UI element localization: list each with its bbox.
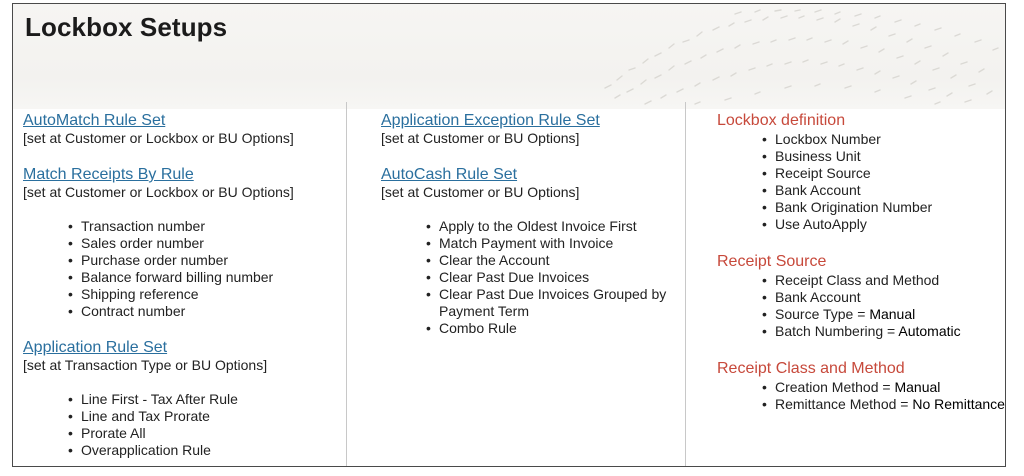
list-item: • Balance forward billing number (81, 269, 343, 286)
column-right (717, 112, 1006, 413)
autocash-note: [set at Customer or BU Options] (381, 184, 580, 200)
list-item: • Apply to the Oldest Invoice First (439, 218, 679, 235)
list-item (775, 396, 1006, 413)
list-item-value: Automatic (898, 323, 961, 339)
receipt-class-heading: Receipt Class and Method (717, 360, 905, 377)
list-item: • Shipping reference (81, 286, 343, 303)
list-item (775, 379, 1006, 396)
automatch-note: [set at Customer or Lockbox or BU Options] (23, 130, 294, 146)
receipt-source-section (717, 253, 1006, 340)
decorative-pattern (585, 8, 1005, 108)
application-rule-section (23, 339, 343, 459)
list-item: • Line First - Tax After Rule (81, 391, 343, 408)
list-item: • Lockbox Number (775, 131, 1006, 148)
autocash-rule-set-link[interactable]: AutoCash Rule Set (381, 166, 518, 183)
application-exception-rule-set-link[interactable]: Application Exception Rule Set (381, 112, 600, 129)
list-item-label: Source Type = (775, 306, 870, 322)
lockbox-definition-section (717, 112, 1006, 233)
application-rule-set-link[interactable]: Application Rule Set (23, 339, 168, 356)
list-item: • Purchase order number (81, 252, 343, 269)
list-item: • Business Unit (775, 148, 1006, 165)
application-exception-note: [set at Customer or BU Options] (381, 130, 580, 146)
list-item: • Clear the Account (439, 252, 679, 269)
application-exception-section (381, 112, 681, 147)
list-item: • Transaction number (81, 218, 343, 235)
autocash-list (439, 218, 679, 337)
slide (12, 3, 1006, 467)
list-item: • Overapplication Rule (81, 442, 343, 459)
list-item: • Clear Past Due Invoices (439, 269, 679, 286)
receipt-source-list (775, 272, 1006, 340)
match-receipts-note: [set at Customer or Lockbox or BU Options] (23, 184, 294, 200)
title-banner (13, 4, 1005, 109)
column-divider (685, 102, 686, 467)
match-receipts-list (81, 218, 343, 320)
column-divider (346, 102, 347, 467)
autocash-section (381, 166, 681, 337)
list-item: • Receipt Class and Method (775, 272, 1006, 289)
column-middle (381, 112, 681, 337)
automatch-rule-set-link[interactable]: AutoMatch Rule Set (23, 112, 166, 129)
automatch-section (23, 112, 343, 147)
list-item: • Contract number (81, 303, 343, 320)
match-receipts-by-rule-link[interactable]: Match Receipts By Rule (23, 166, 194, 183)
list-item (775, 323, 1006, 340)
list-item: • Line and Tax Prorate (81, 408, 343, 425)
list-item: • Prorate All (81, 425, 343, 442)
application-rule-note: [set at Transaction Type or BU Options] (23, 357, 268, 373)
receipt-source-heading: Receipt Source (717, 253, 827, 270)
list-item-label: Creation Method = (775, 379, 895, 395)
list-item: • Sales order number (81, 235, 343, 252)
receipt-class-list (775, 379, 1006, 413)
list-item: • Clear Past Due Invoices Grouped by Payment Term (439, 286, 679, 320)
list-item-value: Manual (869, 306, 916, 322)
lockbox-definition-list (775, 131, 1006, 233)
list-item-label: Remittance Method = (775, 396, 913, 412)
list-item (775, 306, 1006, 323)
receipt-class-section (717, 360, 1006, 413)
list-item: • Receipt Source (775, 165, 1006, 182)
column-left (23, 112, 343, 459)
list-item-label: Batch Numbering = (775, 323, 899, 339)
page-title: Lockbox Setups (25, 12, 228, 42)
list-item: • Bank Account (775, 289, 1006, 306)
list-item: • Combo Rule (439, 320, 679, 337)
list-item: • Use AutoApply (775, 216, 1006, 233)
list-item-value: Manual (894, 379, 941, 395)
list-item: • Bank Origination Number (775, 199, 1006, 216)
application-rule-list (81, 391, 343, 459)
list-item: • Match Payment with Invoice (439, 235, 679, 252)
list-item: • Bank Account (775, 182, 1006, 199)
list-item-value: No Remittance (912, 396, 1005, 412)
match-receipts-section (23, 166, 343, 320)
lockbox-definition-heading: Lockbox definition (717, 112, 846, 129)
